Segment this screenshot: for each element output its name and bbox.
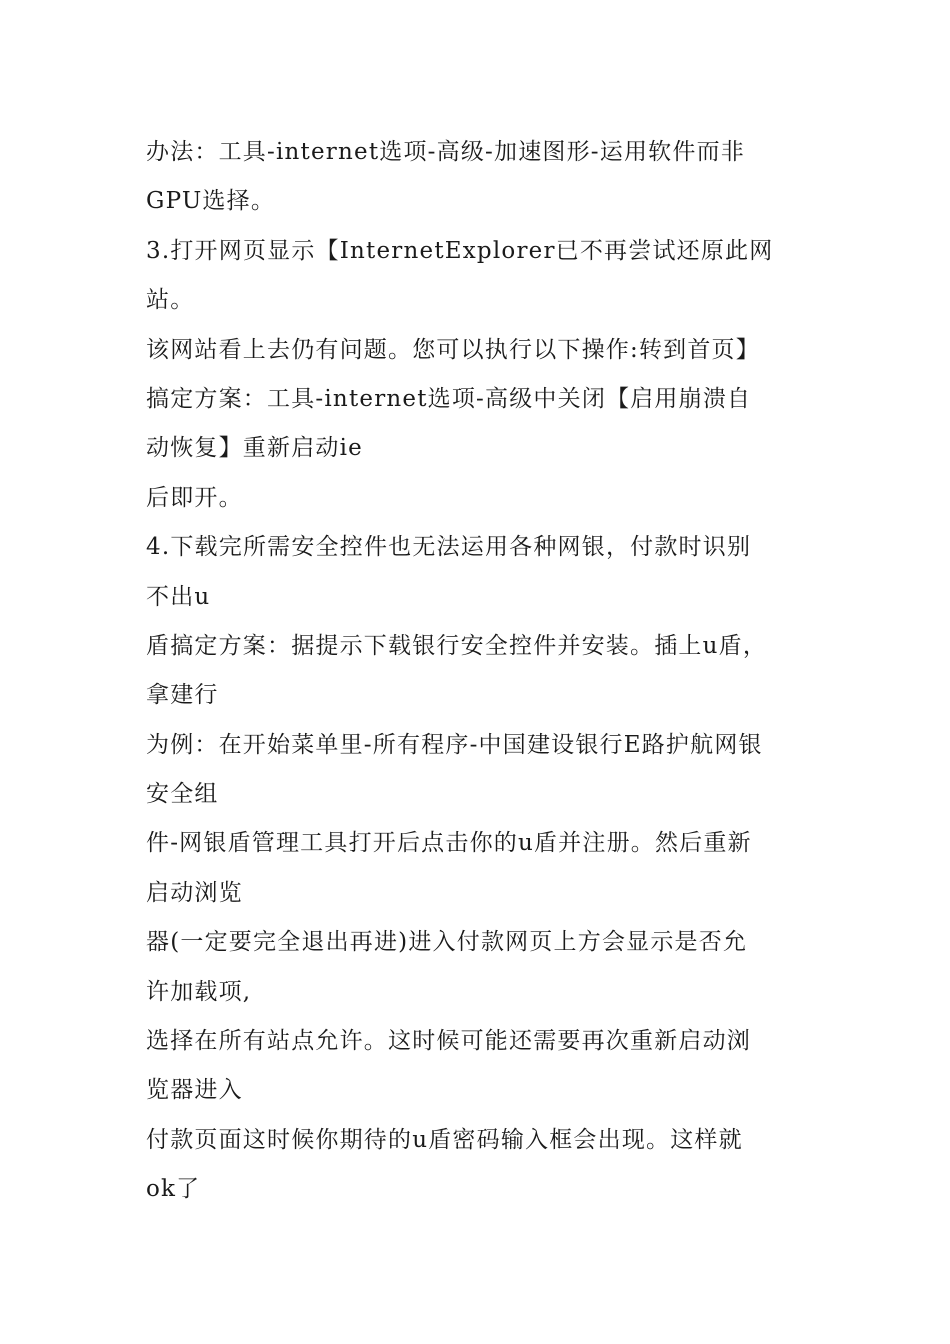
text-line: 选择在所有站点允许。这时候可能还需要再次重新启动浏	[146, 1028, 751, 1055]
text-line: 4.下载完所需安全控件也无法运用各种网银，付款时识别	[146, 534, 752, 561]
text-line: GPU选择。	[146, 188, 276, 215]
text-line: ok了	[146, 1176, 201, 1203]
text-line: 件-网银盾管理工具打开后点击你的u盾并注册。然后重新	[146, 830, 752, 857]
text-line: 搞定方案：工具-internet选项-高级中关闭【启用崩溃自	[146, 385, 752, 412]
text-line: 付款页面这时候你期待的u盾密码输入框会出现。这样就	[146, 1126, 743, 1153]
text-line: 动恢复】重新启动ie	[146, 435, 363, 462]
text-line: 后即开。	[146, 484, 243, 511]
text-line: 办法：工具-internet选项-高级-加速图形-运用软件而非	[146, 139, 745, 165]
text-line: 安全组	[146, 781, 219, 808]
text-line: 器(一定要完全退出再进)进入付款网页上方会显示是否允	[146, 929, 748, 956]
text-line: 览器进入	[146, 1077, 243, 1104]
text-line: 3.打开网页显示【InternetExplorer已不再尝试还原此网	[146, 237, 774, 264]
text-line: 站。	[146, 287, 195, 314]
text-line: 盾搞定方案：据提示下载银行安全控件并安装。插上u盾，	[146, 632, 768, 659]
document-body	[146, 128, 816, 1215]
text-line: 不出u	[146, 583, 211, 610]
text-line: 该网站看上去仍有问题。您可以执行以下操作:转到首页】	[146, 336, 760, 363]
text-line: 启动浏览	[146, 879, 243, 906]
text-line: 拿建行	[146, 682, 219, 709]
text-line: 为例：在开始菜单里-所有程序-中国建设银行E路护航网银	[146, 731, 763, 758]
text-line: 许加载项,	[146, 978, 252, 1005]
